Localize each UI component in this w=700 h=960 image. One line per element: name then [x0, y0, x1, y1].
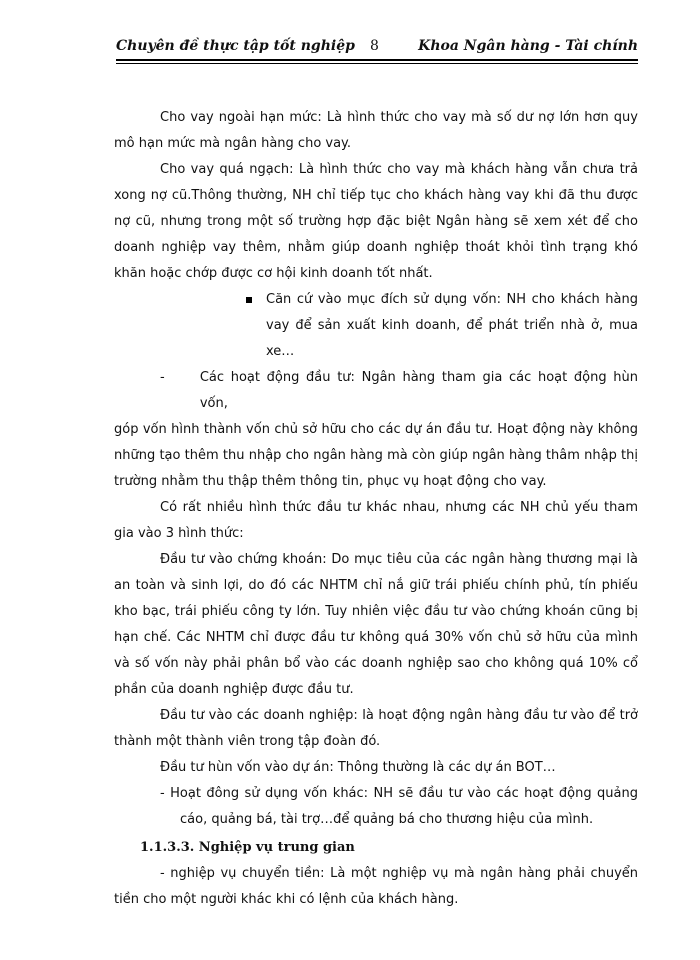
dash-item-first-line: Các hoạt động đầu tư: Ngân hàng tham gia các hoạt động hùn vốn, — [199, 370, 638, 411]
paragraph-cho-vay-qua-ngach: Cho vay quá ngạch: Là hình thức cho vay mà khách hàng vẫn chưa trả xong nợ cũ.Thông thường, NH chỉ tiếp tục cho khách hàng vay khi đã thu được nợ cũ, nhưng trong một số trường hợp đặc biệt Ngân hàng sẽ xem xét để cho doanh nghiệp vay thêm, nhằm giúp doanh nghiệp thoát khỏi tình trạng khó khăn hoặc chớp được cơ hội kinh doanh tốt nhất. — [114, 162, 638, 281]
header-rule-thin — [116, 63, 638, 64]
header-title-left: Chuyên đề thực tập tốt nghiệp — [116, 38, 355, 54]
bullet-text: Căn cứ vào mục đích sử dụng vốn: NH cho khách hàng vay để sản xuất kinh doanh, để phát triển nhà ở, mua xe… — [266, 292, 638, 359]
paragraph-hoat-dong-dau-tu-continued: góp vốn hình thành vốn chủ sở hữu cho các dự án đầu tư. Hoạt động này không những tạo thêm thu nhập cho ngân hàng mà còn giúp ngân hàng thâm nhập thị trường nhằm thu thập thêm thông tin, phục vụ hoạt động cho vay. — [114, 422, 638, 489]
header-rule-thick — [116, 59, 638, 61]
dash-item-hoat-dong-dau-tu — [114, 365, 638, 417]
paragraph-dau-tu-chung-khoan: Đầu tư vào chứng khoán: Do mục tiêu của các ngân hàng thương mại là an toàn và sinh lợi, do đó các NHTM chỉ nắ giữ trái phiếu chính phủ, tín phiếu kho bạc, trái phiếu công ty lớn. Tuy nhiên việc đầu tư vào chứng khoán cũng bị hạn chế. Các NHTM chỉ được đầu tư không quá 30% vốn chủ sở hữu của mình và số vốn này phải phân bổ vào các doanh nghiệp sao cho không quá 10% cổ phần của doanh nghiệp được đầu tư. — [114, 552, 638, 697]
document-body — [114, 105, 638, 913]
paragraph-dau-tu-hun-von: Đầu tư hùn vốn vào dự án: Thông thường là các dự án BOT… — [160, 760, 556, 775]
page-header — [116, 36, 638, 58]
paragraph-dau-tu-doanh-nghiep: Đầu tư vào các doanh nghiệp: là hoạt động ngân hàng đầu tư vào để trở thành một thành viên trong tập đoàn đó. — [114, 708, 638, 749]
paragraph-cho-vay-ngoai-han-muc: Cho vay ngoài hạn mức: Là hình thức cho vay mà số dư nợ lớn hơn quy mô hạn mức mà ngân hàng cho vay. — [114, 110, 638, 151]
dash-item-hoat-dong-khac: - Hoạt đông sử dụng vốn khác: NH sẽ đầu tư vào các hoạt động quảng cáo, quảng bá, tài trợ…để quảng bá cho thương hiệu của mình. — [160, 786, 638, 827]
paragraph-hinh-thuc-dau-tu: Có rất nhiều hình thức đầu tư khác nhau, nhưng các NH chủ yếu tham gia vào 3 hình thức: — [114, 500, 638, 541]
section-heading: 1.1.3.3. Nghiệp vụ trung gian — [140, 840, 355, 855]
square-bullet-icon — [246, 297, 252, 303]
paragraph-nghiep-vu-chuyen-tien: - nghiệp vụ chuyển tiền: Là một nghiệp vụ mà ngân hàng phải chuyển tiền cho một người khác khi có lệnh của khách hàng. — [114, 866, 638, 907]
dash-marker: - — [160, 370, 165, 385]
header-title-right: Khoa Ngân hàng - Tài chính — [418, 38, 638, 54]
page-number: 8 — [370, 38, 379, 54]
bullet-item — [246, 287, 638, 365]
